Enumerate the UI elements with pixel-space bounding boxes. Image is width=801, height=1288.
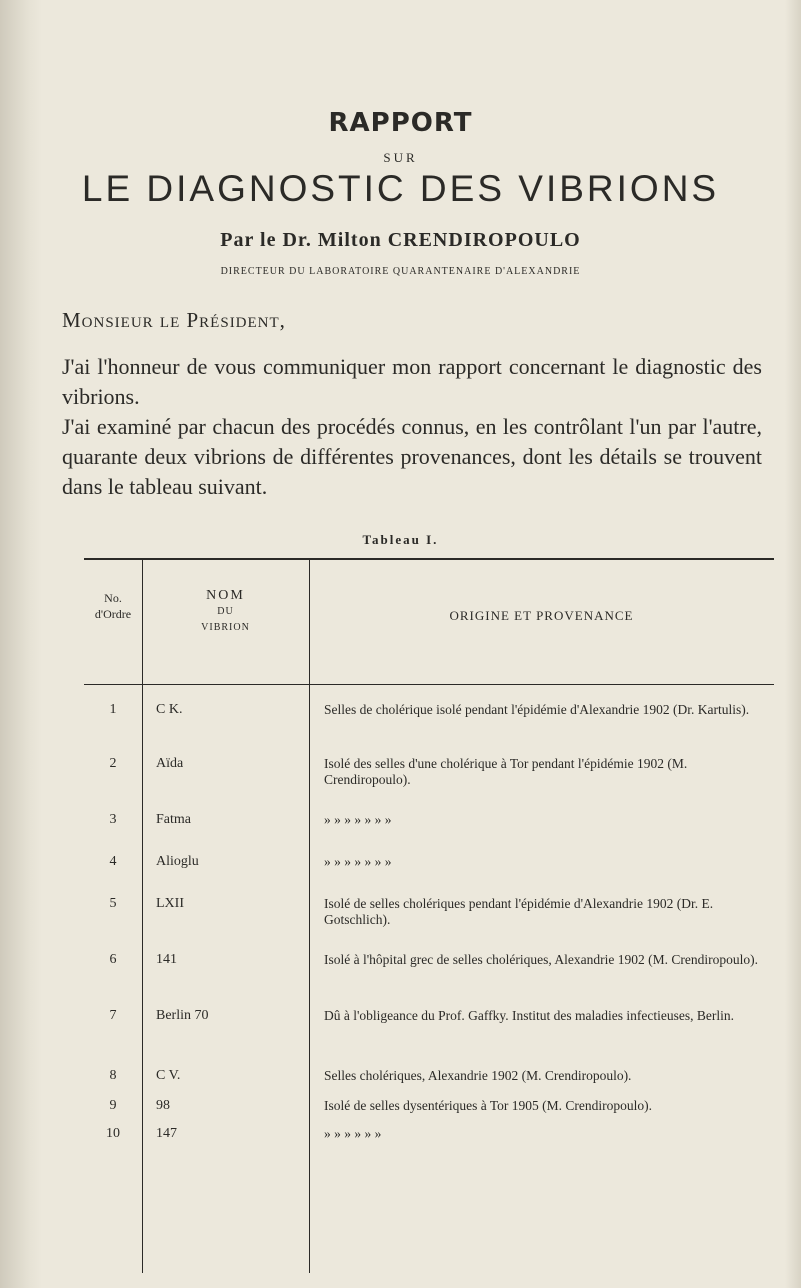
cell-nom: 98 [156, 1098, 170, 1113]
document-subject: LE DIAGNOSTIC DES VIBRIONS [81, 168, 720, 209]
header-no-line2: d'Ordre [94, 607, 132, 621]
cell-no: 5 [109, 896, 117, 911]
cell-origin: Selles de cholérique isolé pendant l'épidémie d'Alexandrie 1902 (Dr. Kartulis). [324, 702, 750, 717]
cell-no: 7 [109, 1008, 117, 1023]
document-title: RAPPORT [328, 108, 473, 138]
salutation: Monsieur le Président, [62, 308, 286, 332]
cell-origin: » » » » » » [324, 1126, 382, 1141]
cell-nom: C K. [156, 702, 183, 717]
cell-origin: Isolé des selles d'une cholérique à Tor pendant l'épidémie 1902 (M. Crendiropoulo). [324, 756, 688, 787]
cell-no: 10 [106, 1126, 120, 1141]
cell-no: 8 [109, 1068, 117, 1083]
cell-origin: Isolé à l'hôpital grec de selles cholériques, Alexandrie 1902 (M. Crendiropoulo). [324, 952, 758, 967]
cell-nom: 141 [156, 952, 177, 967]
paragraph-2: J'ai examiné par chacun des procédés connus, en les contrôlant l'un par l'autre, quarante deux vibrions de différentes provenances, dont les détails se trouvent dans le tableau suivant. [62, 414, 762, 499]
cell-origin: Isolé de selles dysentériques à Tor 1905 (M. Crendiropoulo). [324, 1098, 652, 1113]
column-divider [142, 560, 143, 1273]
vibrion-table [84, 558, 774, 1273]
cell-no: 1 [109, 702, 117, 717]
paragraph-1: J'ai l'honneur de vous communiquer mon rapport concernant le diagnostic des vibrions. [62, 354, 762, 409]
author-position: DIRECTEUR DU LABORATOIRE QUARANTENAIRE D'ALEXANDRIE [220, 266, 581, 277]
cell-nom: C V. [156, 1068, 181, 1083]
cell-nom: 147 [156, 1126, 177, 1141]
author-line: Par le Dr. Milton CRENDIROPOULO [220, 229, 581, 251]
cell-no: 4 [109, 854, 117, 869]
header-origin: ORIGINE ET PROVENANCE [449, 608, 634, 623]
header-nom-line1: NOM [206, 588, 245, 603]
column-divider [309, 560, 310, 1273]
cell-nom: Berlin 70 [156, 1008, 209, 1023]
cell-nom: Aïda [156, 756, 184, 771]
title-connector: SUR [383, 150, 418, 165]
cell-origin: Dû à l'obligeance du Prof. Gaffky. Institut des maladies infectieuses, Berlin. [324, 1008, 734, 1023]
header-nom-line2: DU [217, 606, 234, 617]
cell-origin: Isolé de selles cholériques pendant l'épidémie d'Alexandrie 1902 (Dr. E. Gotschlich). [324, 896, 714, 927]
cell-origin: » » » » » » » [324, 854, 392, 869]
cell-nom: LXII [156, 896, 184, 911]
table-caption: Tableau I. [362, 532, 439, 547]
cell-origin: Selles cholériques, Alexandrie 1902 (M. Crendiropoulo). [324, 1068, 632, 1083]
header-rule [84, 684, 774, 685]
cell-nom: Fatma [156, 812, 191, 827]
header-nom-line3: VIBRION [201, 622, 250, 633]
cell-no: 6 [109, 952, 117, 967]
header-no [84, 590, 142, 622]
cell-nom: Alioglu [156, 854, 199, 869]
cell-no: 2 [109, 756, 117, 771]
cell-no: 3 [109, 812, 117, 827]
header-nom [142, 588, 309, 636]
cell-no: 9 [109, 1098, 117, 1113]
header-no-line1: No. [104, 591, 122, 605]
cell-origin: » » » » » » » [324, 812, 392, 827]
